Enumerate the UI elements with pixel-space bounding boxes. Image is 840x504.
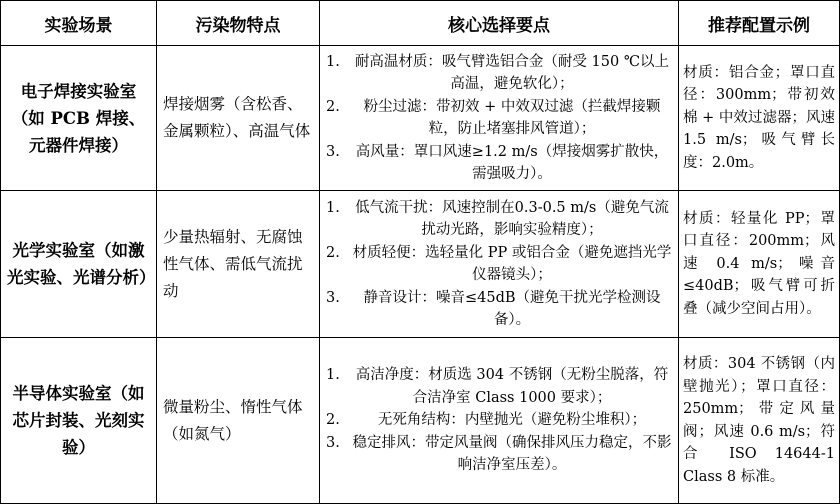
- requirement-item: 3. 高风量：罩口风速≥1.2 m/s（焊接烟雾扩散快，需强吸力）。: [326, 143, 669, 182]
- header-pollutant: 污染物特点: [157, 1, 320, 46]
- requirement-item: 1. 高洁净度：材质选 304 不锈钢（无粉尘脱落，符合洁净室 Class 1000 要求）；: [326, 367, 669, 406]
- requirement-item: 3. 静音设计：噪音≤45dB（避免干扰光学检测设备）。: [326, 289, 661, 328]
- config-cell: 材质：304 不锈钢（内壁抛光）；罩口直径：250mm；带定风量阀；风速 0.6 m/s；符合 ISO 14644-1 Class 8 标准。: [679, 338, 840, 504]
- header-requirements: 核心选择要点: [320, 1, 679, 46]
- requirements-cell: [320, 191, 679, 338]
- header-config: 推荐配置示例: [679, 1, 840, 46]
- pollutant-cell: 焊接烟雾（含松香、金属颗粒）、高温气体: [157, 46, 320, 191]
- scene-cell: 半导体实验室（如芯片封装、光刻实验）: [1, 338, 157, 504]
- header-row: [1, 1, 840, 46]
- table-row: [1, 338, 840, 504]
- requirement-item: 2. 无死角结构：内壁抛光（避免粉尘堆积）；: [326, 412, 647, 429]
- requirements-cell: [320, 338, 679, 504]
- requirement-item: 1. 耐高温材质：吸气臂选铝合金（耐受 150 ℃以上高温，避免软化）；: [326, 53, 670, 92]
- requirement-item: 1. 低气流干扰：风速控制在0.3-0.5 m/s（避免气流扰动光路，影响实验精度）；: [326, 199, 669, 238]
- scene-cell: 光学实验室（如激光实验、光谱分析）: [1, 191, 157, 338]
- config-cell: 材质：铝合金；罩口直径：300mm；带初效棉 + 中效过滤器；风速 1.5 m/s；吸气臂长度：2.0m。: [679, 46, 840, 191]
- requirement-item: 3. 稳定排风：带定风量阀（确保排风压力稳定，不影响洁净室压差）。: [326, 434, 672, 474]
- scene-cell: 电子焊接实验室（如 PCB 焊接、元器件焊接）: [1, 46, 157, 191]
- requirement-item: 2. 粉尘过滤：带初效 + 中效双过滤（拦截焊接颗粒，防止堵塞排风管道）；: [326, 98, 661, 137]
- requirements-cell: [320, 46, 679, 191]
- header-scene: 实验场景: [1, 1, 157, 46]
- table-row: [1, 46, 840, 191]
- requirement-item: 2. 材质轻便：选轻量化 PP 或铝合金（避免遮挡光学仪器镜头）；: [326, 244, 672, 283]
- pollutant-cell: 微量粉尘、惰性气体（如氮气）: [157, 338, 320, 504]
- table-row: [1, 191, 840, 338]
- pollutant-cell: 少量热辐射、无腐蚀性气体、需低气流扰动: [157, 191, 320, 338]
- config-cell: 材质：轻量化 PP；罩口直径：200mm；风速 0.4 m/s；噪音≤40dB；吸气臂可折叠（减少空间占用）。: [679, 191, 840, 338]
